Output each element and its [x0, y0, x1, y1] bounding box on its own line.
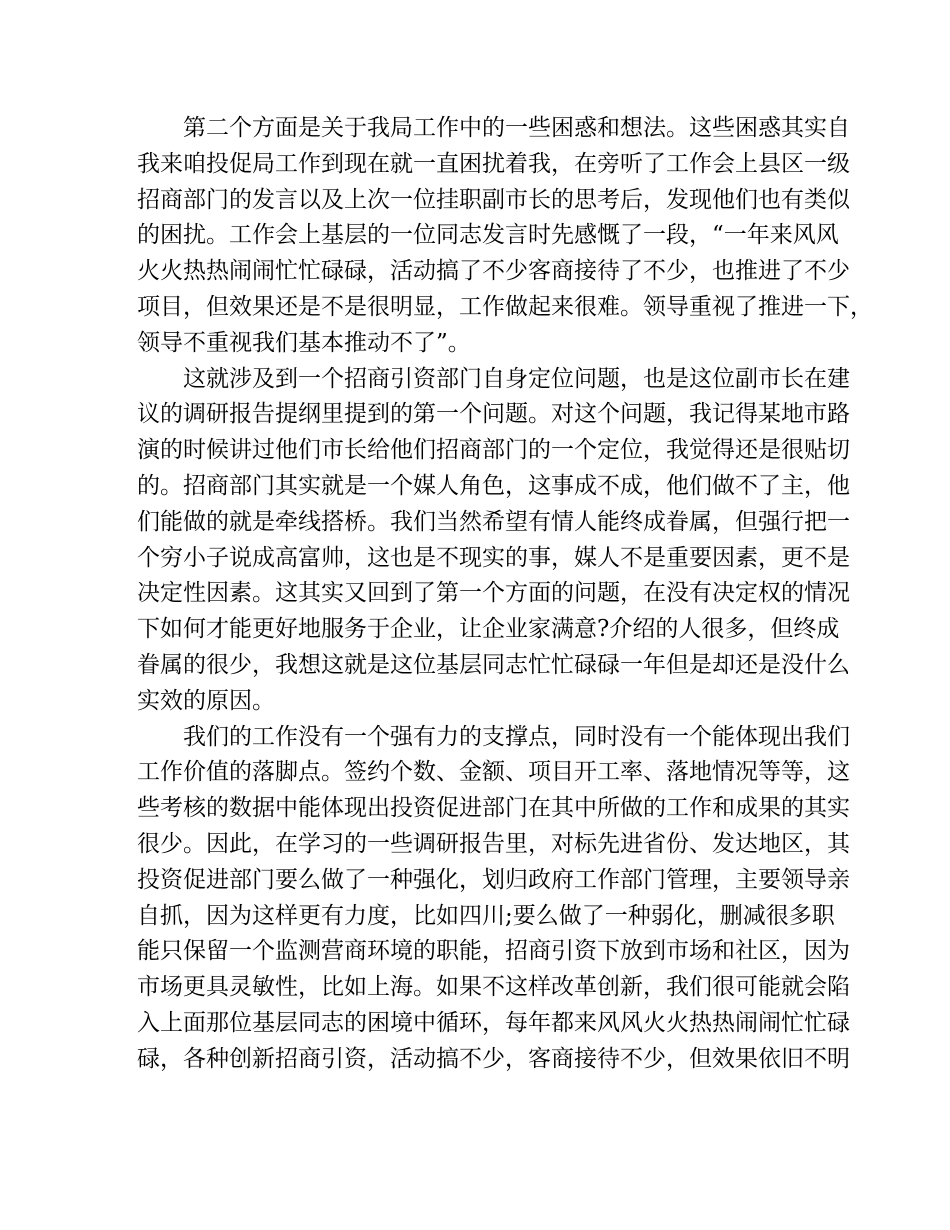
- paragraph-1-line-5: 火火热热闹闹忙忙碌碌，活动搞了不少客商接待了不少，也推进了不少: [137, 258, 850, 285]
- paragraph-1-line-6: 项目，但效果还是不是很明显，工作做起来很难。领导重视了推进一下，: [137, 293, 873, 320]
- paragraph-1-line-2: 我来咱投促局工作到现在就一直困扰着我，在旁听了工作会上县区一级: [137, 150, 850, 177]
- paragraph-2-line-5: 们能做的就是牵线搭桥。我们当然希望有情人能终成眷属，但强行把一: [137, 508, 850, 535]
- paragraph-2-line-1: 这就涉及到一个招商引资部门自身定位问题，也是这位副市长在建: [183, 365, 850, 392]
- paragraph-1-line-3: 招商部门的发言以及上次一位挂职副市长的思考后，发现他们也有类似: [137, 186, 850, 213]
- paragraph-3-line-2: 工作价值的落脚点。签约个数、金额、项目开工率、落地情况等等，这: [137, 759, 850, 786]
- paragraph-3-line-3: 些考核的数据中能体现出投资促进部门在其中所做的工作和成果的其实: [137, 795, 850, 822]
- paragraph-3-line-7: 能只保留一个监测营商环境的职能，招商引资下放到市场和社区，因为: [137, 938, 850, 965]
- paragraph-3-line-9: 入上面那位基层同志的困境中循环，每年都来风风火火热热闹闹忙忙碌: [137, 1009, 850, 1036]
- paragraph-1-line-7: 领导不重视我们基本推动不了”。: [137, 329, 471, 356]
- paragraph-3-line-10: 碌，各种创新招商引资，活动搞不少，客商接待不少，但效果依旧不明: [137, 1045, 850, 1072]
- paragraph-2-line-3: 演的时候讲过他们市长给他们招商部门的一个定位，我觉得还是很贴切: [137, 437, 850, 464]
- paragraph-1-line-4: 的困扰。工作会上基层的一位同志发言时先感慨了一段，“一年来风风: [137, 222, 839, 249]
- paragraph-2-line-4: 的。招商部门其实就是一个媒人角色，这事成不成，他们做不了主，他: [137, 472, 850, 499]
- paragraph-2-line-9: 眷属的很少，我想这就是这位基层同志忙忙碌碌一年但是却还是没什么: [137, 651, 850, 678]
- paragraph-3-line-1: 我们的工作没有一个强有力的支撑点，同时没有一个能体现出我们: [183, 723, 850, 750]
- paragraph-3-line-8: 市场更具灵敏性，比如上海。如果不这样改革创新，我们很可能就会陷: [137, 974, 850, 1001]
- paragraph-2-line-6: 个穷小子说成高富帅，这也是不现实的事，媒人不是重要因素，更不是: [137, 544, 850, 571]
- paragraph-1-line-1: 第二个方面是关于我局工作中的一些困惑和想法。这些困惑其实自: [183, 115, 850, 141]
- paragraph-3-line-6: 自抓，因为这样更有力度，比如四川;要么做了一种弱化，删减很多职: [137, 902, 835, 929]
- paragraph-2-line-2: 议的调研报告提纲里提到的第一个问题。对这个问题，我记得某地市路: [137, 401, 850, 428]
- body-text: [137, 111, 873, 1078]
- paragraph-3-line-4: 很少。因此，在学习的一些调研报告里，对标先进省份、发达地区，其: [137, 830, 850, 857]
- paragraph-2-line-7: 决定性因素。这其实又回到了第一个方面的问题，在没有决定权的情况: [137, 580, 850, 607]
- paragraph-3-line-5: 投资促进部门要么做了一种强化，划归政府工作部门管理，主要领导亲: [137, 866, 850, 893]
- paragraph-2-line-10: 实效的原因。: [137, 687, 275, 714]
- paragraph-2-line-8: 下如何才能更好地服务于企业，让企业家满意?介绍的人很多，但终成: [137, 616, 840, 643]
